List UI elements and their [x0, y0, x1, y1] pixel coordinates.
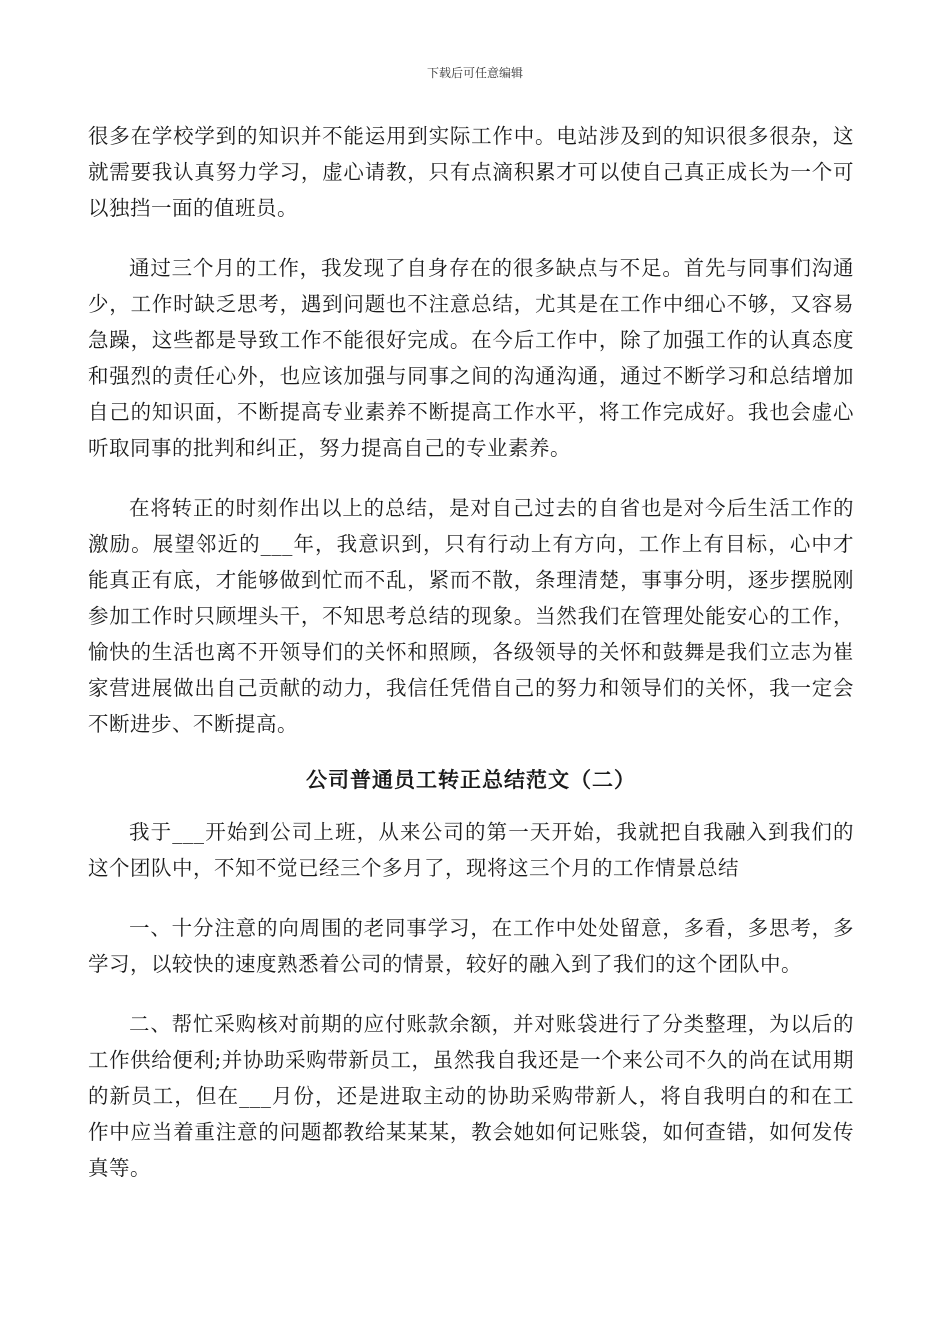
paragraph-intro: 我于___开始到公司上班，从来公司的第一天开始，我就把自我融入到我们的这个团队中，不知不觉已经三个多月了，现将这三个月的工作情景总结 — [88, 820, 854, 880]
document-body — [88, 118, 854, 1186]
paragraph-shortcomings: 通过三个月的工作，我发现了自身存在的很多缺点与不足。首先与同事们沟通少，工作时缺乏思考，遇到问题也不注意总结，尤其是在工作中细心不够，又容易急躁，这些都是导致工作不能很好完成。在今后工作中，除了加强工作的认真态度和强烈的责任心外，也应该加强与同事之间的沟通沟通，通过不断学习和总结增加自己的知识面，不断提高专业素养不断提高工作水平，将工作完成好。我也会虚心听取同事的批判和纠正，努力提高自己的专业素养。 — [88, 256, 854, 460]
paragraph-outlook: 在将转正的时刻作出以上的总结，是对自己过去的自省也是对今后生活工作的激励。展望邻近的___年，我意识到，只有行动上有方向，工作上有目标，心中才能真正有底，才能够做到忙而不乱，紧而不散，条理清楚，事事分明，逐步摆脱刚参加工作时只顾埋头干，不知思考总结的现象。当然我们在管理处能安心的工作，愉快的生活也离不开领导们的关怀和照顾，各级领导的关怀和鼓舞是我们立志为崔家营进展做出自己贡献的动力，我信任凭借自己的努力和领导们的关怀，我一定会不断进步、不断提高。 — [88, 496, 854, 736]
paragraph-item-1: 一、十分注意的向周围的老同事学习，在工作中处处留意，多看，多思考，多学习，以较快的速度熟悉着公司的情景，较好的融入到了我们的这个团队中。 — [88, 916, 854, 976]
paragraph-continued: 很多在学校学到的知识并不能运用到实际工作中。电站涉及到的知识很多很杂，这就需要我认真努力学习，虚心请教，只有点滴积累才可以使自己真正成长为一个可以独挡一面的值班员。 — [88, 124, 854, 220]
section-title: 公司普通员工转正总结范文（二） — [306, 767, 636, 792]
paragraph-item-2: 二、帮忙采购核对前期的应付账款余额，并对账袋进行了分类整理，为以后的工作供给便利;并协助采购带新员工，虽然我自我还是一个来公司不久的尚在试用期的新员工，但在___月份，还是进取主动的协助采购带新人，将自我明白的和在工作中应当着重注意的问题都教给某某某，教会她如何记账袋，如何查错，如何发传真等。 — [88, 1012, 854, 1180]
page-header: 下载后可任意编辑 — [426, 66, 523, 80]
